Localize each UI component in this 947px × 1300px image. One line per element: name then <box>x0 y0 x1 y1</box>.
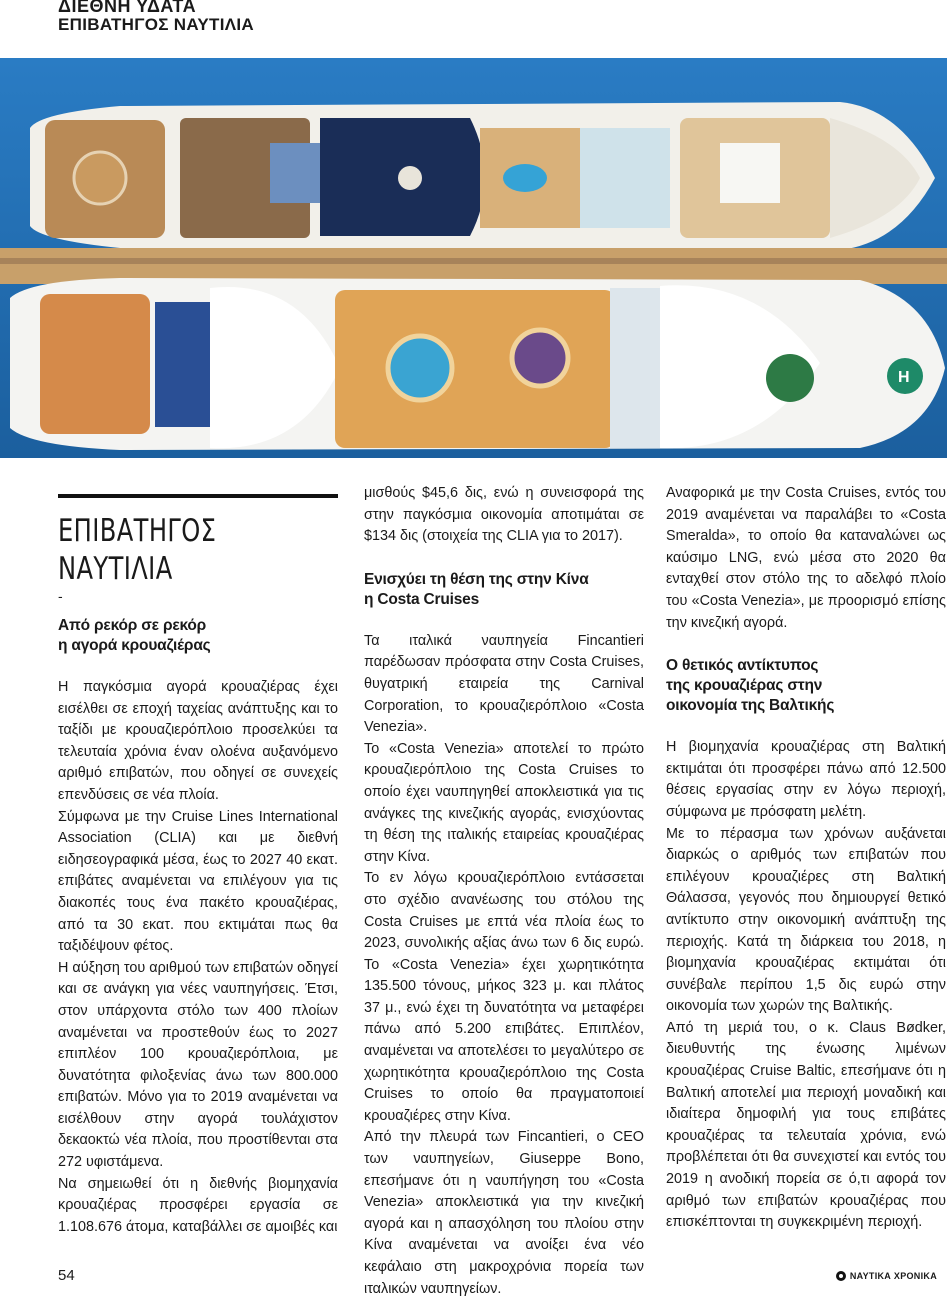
subhead-record-line2: η αγορά κρουαζιέρας <box>58 637 211 654</box>
column-3 <box>666 483 946 1234</box>
column-2 <box>364 483 644 1300</box>
column-1 <box>58 480 338 1238</box>
paragraph: Από τη μεριά του, ο κ. Claus Bødker, διευθυντής της ένωσης λιμένων κρουαζιέρας Cruise Baltic, επεσήμανε ότι η Βαλτική αποτελεί μια περιοχή μοναδική και ιδιαίτερα δημοφιλή για τους επιβάτες κρουαζιέρας τα τελευταία χρόνια, ενώ προβλέπεται ότι θα συνεχιστεί και εντός του 2019 η ανοδική πορεία σε ό,τι αφορά τον αριθμό των επιβατών κρουαζιέρας που επισκέπτονται τη συγκεκριμένη περιοχή. <box>666 1019 946 1231</box>
subhead-china-line2: η Costa Cruises <box>364 590 480 608</box>
subhead-baltic-line2: της κρουαζιέρας στην <box>666 677 823 695</box>
subhead-baltic <box>666 656 946 716</box>
paragraph: Τα ιταλικά ναυπηγεία Fincantieri παρέδωσαν πρόσφατα στην Costa Cruises, θυγατρική εταιρεία της Carnival Corporation, το κρουαζιερόπλοιο «Costa Venezia». <box>364 632 644 736</box>
upper-ship <box>30 102 935 250</box>
section-title: ΔΙΕΘΝΗ ΥΔΑΤΑ <box>58 0 197 16</box>
paragraph: Από την πλευρά των Fincantieri, ο CEO των ναυπηγείων, Giuseppe Bono, επεσήμανε ότι η ναυπήγηση του «Costa Venezia» αποκλειστικά για την κινεζική αγορά και η απασχόληση του πλοίου στην Κίνα αναμένεται να ανοίξει ένα νέο κεφάλαιο στη μακροχρόνια πορεία των ιταλικών ναυπηγείων. <box>364 1129 644 1297</box>
footer-brand <box>836 1271 937 1281</box>
section-subtitle: ΕΠΙΒΑΤΗΓΟΣ ΝΑΥΤΙΛΙΑ <box>58 15 255 34</box>
paragraph: Με το πέρασμα των χρόνων αυξάνεται διαρκώς ο αριθμός των επιβατών που επιλέγουν κρουαζιέρες στη Βαλτική Θάλασσα, γεγονός που δημιουργεί θετικό αντίκτυπο στην οικονομική ανάπτυξη της περιοχής. Κατά τη διάρκεια του 2018, η βιομηχανία κρουαζιέρας εκτιμάται ότι συνέβαλε περίπου 1,5 δις ευρώ στην οικονομία των χωρών της Βαλτικής. <box>666 825 946 1015</box>
brand-logo-icon <box>836 1271 846 1281</box>
paragraph: Να σημειωθεί ότι η διεθνής βιομηχανία κρουαζιέρας προσφέρει εργασία σε 1.108.676 άτομα, καταβάλλει σε αμοιβές και <box>58 1175 338 1235</box>
subhead-china-line1: Ενισχύει τη θέση της στην Κίνα <box>364 570 589 588</box>
paragraph: Το «Costa Venezia» αποτελεί το πρώτο κρουαζιερόπλοιο της Costa Cruises το οποίο έχει ναυπηγηθεί αποκλειστικά για τις ανάγκες της κινεζικής αγοράς, ενισχύοντας τη θέση της ιταλικής εταιρείας κρουαζιέρας στην Κίνα. <box>364 740 644 865</box>
brand-name: ΝΑΥΤΙΚΑ ΧΡΟΝΙΚΑ <box>849 1271 937 1281</box>
title-dash: - <box>58 588 63 604</box>
svg-text:H: H <box>898 369 910 386</box>
paragraph: Σύμφωνα με την Cruise Lines International Association (CLIA) και με διεθνή ειδησεογραφικά μέσα, έως το 2027 40 εκατ. επιβάτες αναμένεται να επιλέγουν για τις διακοπές τους ένα πακέτο κρουαζιέρας, από τα 30 εκατ. που εκτιμάται πως θα ταξιδέψουν φέτος. <box>58 808 338 955</box>
title-rule <box>58 494 338 498</box>
subhead-record-line1: Από ρεκόρ σε ρεκόρ <box>58 617 207 634</box>
cruise-ships-illustration <box>0 58 947 458</box>
subhead-record <box>58 616 338 656</box>
article-title <box>58 512 339 588</box>
subhead-baltic-line3: οικονομία της Βαλτικής <box>666 697 835 715</box>
hero-photo-cruise-ships <box>0 58 947 458</box>
article-title-line1: ΕΠΙΒΑΤΗΓΟΣ <box>58 513 217 549</box>
subhead-baltic-line1: Ο θετικός αντίκτυπος <box>666 657 819 675</box>
paragraph: Η βιομηχανία κρουαζιέρας στη Βαλτική εκτιμάται ότι προσφέρει πάνω από 12.500 θέσεις εργασίας στην εν λόγω περιοχή, σύμφωνα με πρόσφατη μελέτη. <box>666 739 946 820</box>
subhead-china <box>364 570 644 610</box>
paragraph: μισθούς $45,6 δις, ενώ η συνεισφορά της στην παγκόσμια οικονομία αποτιμάται σε $134 δις (στοιχεία της CLIA για το 2017). <box>364 485 644 545</box>
article-title-line2: ΝΑΥΤΙΛΙΑ <box>58 551 173 587</box>
page-number: 54 <box>58 1267 75 1284</box>
paragraph: Η παγκόσμια αγορά κρουαζιέρας έχει εισέλθει σε εποχή ταχείας ανάπτυξης και το ταξίδι με κρουαζιερόπλοιο προσελκύει τα τελευταία χρόνια έναν ολοένα αυξανόμενο αριθμό επιβατών, που οδηγεί σε συνεχείς επενδύσεις σε νέα πλοία. <box>58 679 338 803</box>
paragraph: Αναφορικά με την Costa Cruises, εντός του 2019 αναμένεται να παραλάβει το «Costa Smeralda», το οποίο θα καταναλώνει ως καύσιμο LNG, ενώ μέσα στο 2020 θα ενταχθεί στον στόλο της το αδελφό πλοίο του «Costa Venezia», με προορισμό επίσης την κινεζική αγορά. <box>666 485 946 631</box>
paragraph: Το εν λόγω κρουαζιερόπλοιο εντάσσεται στο σχέδιο ανανέωσης του στόλου της Costa Cruises με επτά νέα πλοία έως το 2023, συνολικής αξίας άνω των 6 δις ευρώ. Το «Costa Venezia» έχει χωρητικότητα 135.500 τόνους, μήκος 323 μ. και πλάτος 37 μ., ενώ έχει τη δυνατότητα να μεταφέρει πάνω από 5.200 επιβάτες. Επιπλέον, αναμένεται να αποτελέσει το μεγαλύτερο σε χωρητικότητα κρουαζιερόπλοιο της Costa Cruises το οποίο θα πραγματοποιεί κρουαζιέρες στην Κίνα. <box>364 870 644 1124</box>
paragraph: Η αύξηση του αριθμού των επιβατών οδηγεί και σε ανάγκη για νέες ναυπηγήσεις. Έτσι, στον υπάρχοντα στόλο των 400 πλοίων αναμένεται να προστεθούν έως το 2027 επιπλέον 100 κρουαζιερόπλοια, με δυνατότητα φιλοξενίας άνω των 800.000 επιβατών. Μόνο για το 2019 αναμένεται να εισέλθουν στην αγορά τουλάχιστον δεκαοκτώ νέα πλοία, που προστίθενται στα 272 υφιστάμενα. <box>58 959 338 1171</box>
lower-ship <box>10 278 945 450</box>
